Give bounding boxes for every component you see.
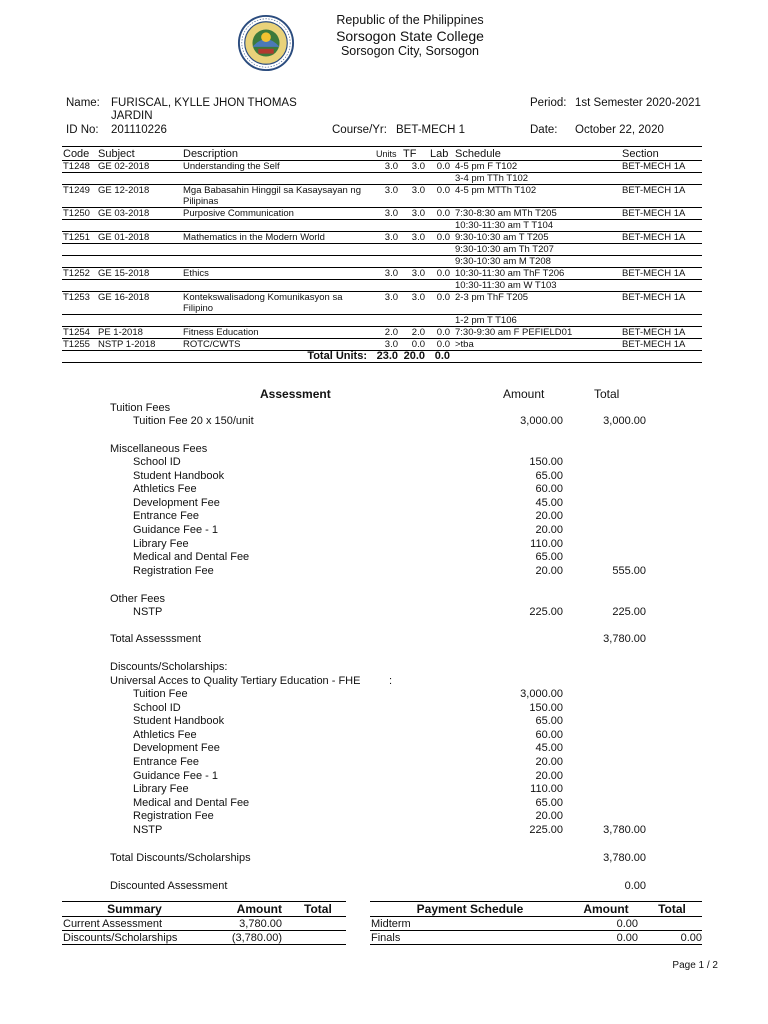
- table-row: [62, 292, 702, 315]
- student-name: FURISCAL, KYLLE JHON THOMAS: [111, 97, 297, 109]
- payment-row: [370, 931, 702, 945]
- table-row: [62, 339, 702, 351]
- assessment-total-header: Total: [594, 387, 620, 401]
- discount-label: Medical and Dental Fee: [133, 796, 250, 809]
- table-row: [62, 173, 702, 185]
- cell-units: [375, 173, 402, 185]
- cell-section: BET-MECH 1A: [621, 161, 702, 173]
- cell-schedule: 7:30-8:30 am MTh T205: [454, 208, 621, 220]
- cell-description: Kontekswalisadong Komunikasyon sa Filipino: [182, 292, 375, 315]
- total-tf: 20.0: [402, 351, 429, 363]
- cell-lab: [429, 220, 454, 232]
- cell-description: Mga Babasahin Hinggil sa Kasaysayan ng Pilipinas: [182, 185, 375, 208]
- discount-label: Student Handbook: [133, 715, 225, 728]
- cell-description: Fitness Education: [182, 327, 375, 339]
- total-discounts-value: 3,780.00: [603, 852, 646, 864]
- header-location: Sorsogon City, Sorsogon: [340, 44, 480, 58]
- discount-amount: 60.00: [535, 728, 563, 741]
- cell-tf: 3.0: [402, 208, 429, 220]
- misc-fee-amount: 150.00: [529, 456, 563, 468]
- col-description: Description: [182, 147, 375, 161]
- discount-label: NSTP: [133, 824, 163, 836]
- cell-subject: GE 02-2018: [97, 161, 182, 173]
- misc-fee-amount: 20.00: [535, 564, 563, 577]
- id-label: ID No:: [66, 124, 99, 136]
- misc-fee-label: Athletics Fee: [133, 483, 197, 496]
- cell-units: 3.0: [375, 292, 402, 315]
- misc-fee-amount: 20.00: [535, 510, 563, 523]
- cell-description: ROTC/CWTS: [182, 339, 375, 351]
- total-assessment-value: 3,780.00: [603, 633, 646, 645]
- summary-header: Summary: [62, 902, 207, 917]
- course-label: Course/Yr:: [332, 124, 387, 136]
- table-row: [62, 280, 702, 292]
- cell-lab: 0.0: [429, 327, 454, 339]
- other-fee-amount: 225.00: [529, 606, 563, 618]
- misc-fee-amount: 20.00: [535, 524, 563, 536]
- cell-code: [62, 280, 97, 292]
- discount-total: 3,780.00: [603, 824, 646, 836]
- cell-section: [621, 315, 702, 327]
- cell-schedule: 10:30-11:30 am ThF T206: [454, 268, 621, 280]
- cell-code: T1248: [62, 161, 97, 173]
- discount-label: Registration Fee: [133, 810, 214, 823]
- col-subject: Subject: [97, 147, 182, 161]
- cell-units: 3.0: [375, 232, 402, 244]
- col-lab: Lab: [429, 147, 454, 161]
- summary-table: [62, 901, 346, 945]
- cell-subject: GE 16-2018: [97, 292, 182, 315]
- cell-units: 3.0: [375, 185, 402, 208]
- discount-amount: 150.00: [529, 701, 563, 714]
- cell-tf: 3.0: [402, 268, 429, 280]
- total-discounts-label: Total Discounts/Scholarships: [110, 852, 251, 864]
- misc-fee-label: Student Handbook: [133, 469, 225, 482]
- table-row: [62, 208, 702, 220]
- cell-tf: 0.0: [402, 339, 429, 351]
- summary-amount-header: Amount: [207, 902, 290, 917]
- payment-label: Midterm: [370, 917, 570, 931]
- student-name-cont: JARDIN: [111, 110, 153, 122]
- cell-tf: [402, 280, 429, 292]
- cell-code: T1255: [62, 339, 97, 351]
- cell-schedule: 4-5 pm MTTh T102: [454, 185, 621, 208]
- cell-tf: 3.0: [402, 161, 429, 173]
- cell-lab: 0.0: [429, 232, 454, 244]
- cell-section: BET-MECH 1A: [621, 268, 702, 280]
- cell-section: [621, 220, 702, 232]
- tuition-fee-item: Tuition Fee 20 x 150/unit: [133, 415, 254, 427]
- table-row: [62, 315, 702, 327]
- summary-row: [62, 931, 346, 945]
- table-row: [62, 244, 702, 256]
- misc-fee-label: Registration Fee: [133, 564, 214, 577]
- cell-subject: NSTP 1-2018: [97, 339, 182, 351]
- summary-total-header: Total: [290, 902, 346, 917]
- period-label: Period:: [530, 97, 567, 109]
- discounted-assessment-label: Discounted Assessment: [110, 880, 228, 892]
- misc-fee-label: Development Fee: [133, 496, 220, 509]
- col-tf: TF: [402, 147, 429, 161]
- cell-units: [375, 256, 402, 268]
- cell-section: BET-MECH 1A: [621, 339, 702, 351]
- col-code: Code: [62, 147, 97, 161]
- table-row: [62, 256, 702, 268]
- misc-fee-label: Library Fee: [133, 537, 189, 550]
- misc-fee-amount: 65.00: [535, 551, 563, 564]
- misc-fee-label: School ID: [133, 456, 181, 468]
- summary-label: Current Assessment: [62, 917, 207, 931]
- cell-subject: [97, 256, 182, 268]
- payment-total: [642, 917, 702, 931]
- cell-code: T1251: [62, 232, 97, 244]
- col-units: Units: [375, 147, 402, 161]
- course-value: BET-MECH 1: [396, 124, 466, 136]
- payment-label: Finals: [370, 931, 570, 945]
- cell-subject: PE 1-2018: [97, 327, 182, 339]
- cell-lab: [429, 280, 454, 292]
- cell-description: Purposive Communication: [182, 208, 375, 220]
- misc-fee-amount: 65.00: [535, 469, 563, 482]
- cell-code: T1249: [62, 185, 97, 208]
- cell-code: T1254: [62, 327, 97, 339]
- discount-amount: 65.00: [535, 796, 563, 809]
- tuition-fee-total: 3,000.00: [603, 415, 646, 427]
- cell-units: [375, 280, 402, 292]
- cell-subject: GE 03-2018: [97, 208, 182, 220]
- discount-amount: 65.00: [535, 715, 563, 728]
- assessment-title: Assessment: [260, 387, 331, 401]
- table-row: [62, 268, 702, 280]
- date-value: October 22, 2020: [575, 124, 664, 136]
- total-lab: 0.0: [429, 351, 454, 363]
- cell-schedule: 4-5 pm F T102: [454, 161, 621, 173]
- cell-units: [375, 315, 402, 327]
- cell-schedule: 7:30-9:30 am F PEFIELD01: [454, 327, 621, 339]
- cell-subject: GE 15-2018: [97, 268, 182, 280]
- cell-lab: [429, 244, 454, 256]
- cell-schedule: >tba: [454, 339, 621, 351]
- cell-section: BET-MECH 1A: [621, 232, 702, 244]
- tuition-fee-amount: 3,000.00: [520, 415, 563, 427]
- cell-tf: 2.0: [402, 327, 429, 339]
- cell-units: 3.0: [375, 161, 402, 173]
- cell-code: [62, 173, 97, 185]
- cell-description: [182, 256, 375, 268]
- discount-label: Development Fee: [133, 742, 220, 755]
- table-row: [62, 232, 702, 244]
- payment-total-header: Total: [642, 902, 702, 917]
- summary-total: [290, 931, 346, 945]
- cell-lab: [429, 315, 454, 327]
- cell-lab: 0.0: [429, 161, 454, 173]
- payment-amount-header: Amount: [570, 902, 642, 917]
- discounted-assessment-value: 0.00: [624, 880, 646, 892]
- discount-amount: 225.00: [529, 824, 563, 836]
- cell-schedule: 9:30-10:30 am M T208: [454, 256, 621, 268]
- table-row: [62, 220, 702, 232]
- discount-label: Library Fee: [133, 783, 189, 796]
- discount-amount: 110.00: [530, 783, 563, 796]
- cell-section: BET-MECH 1A: [621, 208, 702, 220]
- discounts-label: Discounts/Scholarships:: [110, 661, 228, 673]
- cell-units: [375, 220, 402, 232]
- discount-amount: 20.00: [535, 810, 563, 823]
- cell-subject: GE 12-2018: [97, 185, 182, 208]
- payment-row: [370, 917, 702, 931]
- other-fee-item: NSTP: [133, 606, 163, 618]
- header-republic: Republic of the Philippines: [336, 13, 484, 27]
- cell-units: 3.0: [375, 208, 402, 220]
- cell-tf: 3.0: [402, 292, 429, 315]
- schedule-table: [62, 146, 702, 363]
- date-label: Date:: [530, 124, 558, 136]
- cell-section: [621, 280, 702, 292]
- discount-amount: 3,000.00: [520, 688, 563, 700]
- total-units-label: Total Units:: [182, 351, 375, 363]
- table-row: [62, 161, 702, 173]
- discount-label: Entrance Fee: [133, 756, 200, 768]
- page-number: Page 1 / 2: [672, 960, 718, 971]
- fhe-colon: :: [389, 675, 393, 687]
- cell-subject: GE 01-2018: [97, 232, 182, 244]
- cell-lab: 0.0: [429, 292, 454, 315]
- misc-fee-label: Entrance Fee: [133, 510, 200, 523]
- cell-tf: [402, 220, 429, 232]
- cell-description: [182, 173, 375, 185]
- discount-label: Tuition Fee: [133, 688, 188, 700]
- cell-section: BET-MECH 1A: [621, 327, 702, 339]
- cell-tf: [402, 244, 429, 256]
- cell-section: [621, 244, 702, 256]
- cell-schedule: 10:30-11:30 am T T104: [454, 220, 621, 232]
- cell-section: BET-MECH 1A: [621, 292, 702, 315]
- cell-lab: 0.0: [429, 208, 454, 220]
- cell-lab: 0.0: [429, 339, 454, 351]
- cell-tf: [402, 315, 429, 327]
- cell-code: T1252: [62, 268, 97, 280]
- cell-schedule: 10:30-11:30 am W T103: [454, 280, 621, 292]
- cell-description: Understanding the Self: [182, 161, 375, 173]
- cell-code: [62, 220, 97, 232]
- cell-schedule: 9:30-10:30 am T T205: [454, 232, 621, 244]
- cell-tf: [402, 173, 429, 185]
- cell-description: Ethics: [182, 268, 375, 280]
- cell-units: 3.0: [375, 268, 402, 280]
- cell-subject: [97, 280, 182, 292]
- summary-amount: (3,780.00): [207, 931, 290, 945]
- cell-schedule: 9:30-10:30 am Th T207: [454, 244, 621, 256]
- payment-schedule-table: [370, 901, 702, 945]
- tuition-fees-label: Tuition Fees: [110, 402, 171, 414]
- cell-tf: 3.0: [402, 232, 429, 244]
- cell-lab: 0.0: [429, 268, 454, 280]
- table-row: [62, 327, 702, 339]
- cell-subject: [97, 315, 182, 327]
- cell-description: [182, 315, 375, 327]
- cell-description: [182, 280, 375, 292]
- misc-fees-label: Miscellaneous Fees: [110, 443, 208, 455]
- cell-code: [62, 315, 97, 327]
- total-assessment-label: Total Assesssment: [110, 633, 202, 645]
- payment-amount: 0.00: [570, 917, 642, 931]
- payment-amount: 0.00: [570, 931, 642, 945]
- misc-fee-amount: 45.00: [535, 496, 563, 509]
- cell-schedule: 1-2 pm T T106: [454, 315, 621, 327]
- cell-lab: 0.0: [429, 185, 454, 208]
- summary-total: [290, 917, 346, 931]
- header-college-name: Sorsogon State College: [336, 28, 484, 44]
- cell-subject: [97, 220, 182, 232]
- cell-units: [375, 244, 402, 256]
- cell-section: [621, 173, 702, 185]
- assessment-amount-header: Amount: [503, 387, 545, 401]
- other-fees-label: Other Fees: [110, 593, 166, 605]
- other-fee-total: 225.00: [612, 606, 646, 618]
- payment-total: 0.00: [642, 931, 702, 945]
- col-section: Section: [621, 147, 702, 161]
- schedule-header-row: [62, 147, 702, 161]
- cell-subject: [97, 173, 182, 185]
- cell-code: T1253: [62, 292, 97, 315]
- period-value: 1st Semester 2020-2021: [575, 97, 701, 109]
- name-label: Name:: [66, 97, 100, 109]
- summary-amount: 3,780.00: [207, 917, 290, 931]
- misc-fee-amount: 60.00: [535, 483, 563, 496]
- discount-label: Guidance Fee - 1: [133, 769, 218, 782]
- discount-amount: 20.00: [535, 769, 563, 782]
- cell-lab: [429, 173, 454, 185]
- discount-label: School ID: [133, 701, 181, 714]
- summary-label: Discounts/Scholarships: [62, 931, 207, 945]
- payment-header: Payment Schedule: [370, 902, 570, 917]
- cell-tf: 3.0: [402, 185, 429, 208]
- cell-tf: [402, 256, 429, 268]
- cell-schedule: 3-4 pm TTh T102: [454, 173, 621, 185]
- col-schedule: Schedule: [454, 147, 621, 161]
- misc-fee-label: Medical and Dental Fee: [133, 551, 250, 564]
- cell-schedule: 2-3 pm ThF T205: [454, 292, 621, 315]
- misc-fee-amount: 110.00: [530, 537, 563, 550]
- fhe-label: Universal Acces to Quality Tertiary Education - FHE: [110, 675, 361, 687]
- cell-code: T1250: [62, 208, 97, 220]
- cell-description: Mathematics in the Modern World: [182, 232, 375, 244]
- cell-units: 3.0: [375, 339, 402, 351]
- schedule-total-row: [62, 351, 702, 363]
- cell-subject: [97, 244, 182, 256]
- summary-row: [62, 917, 346, 931]
- discount-amount: 45.00: [535, 742, 563, 755]
- student-id: 201110226: [111, 124, 167, 136]
- cell-section: BET-MECH 1A: [621, 185, 702, 208]
- cell-description: [182, 220, 375, 232]
- college-seal-logo: [237, 14, 295, 72]
- misc-fee-label: Guidance Fee - 1: [133, 524, 218, 536]
- cell-lab: [429, 256, 454, 268]
- cell-code: [62, 256, 97, 268]
- misc-fee-total: 555.00: [612, 564, 646, 577]
- discount-amount: 20.00: [535, 756, 563, 768]
- cell-description: [182, 244, 375, 256]
- discount-label: Athletics Fee: [133, 728, 197, 741]
- cell-section: [621, 256, 702, 268]
- cell-code: [62, 244, 97, 256]
- cell-units: 2.0: [375, 327, 402, 339]
- total-units: 23.0: [375, 351, 402, 363]
- table-row: [62, 185, 702, 208]
